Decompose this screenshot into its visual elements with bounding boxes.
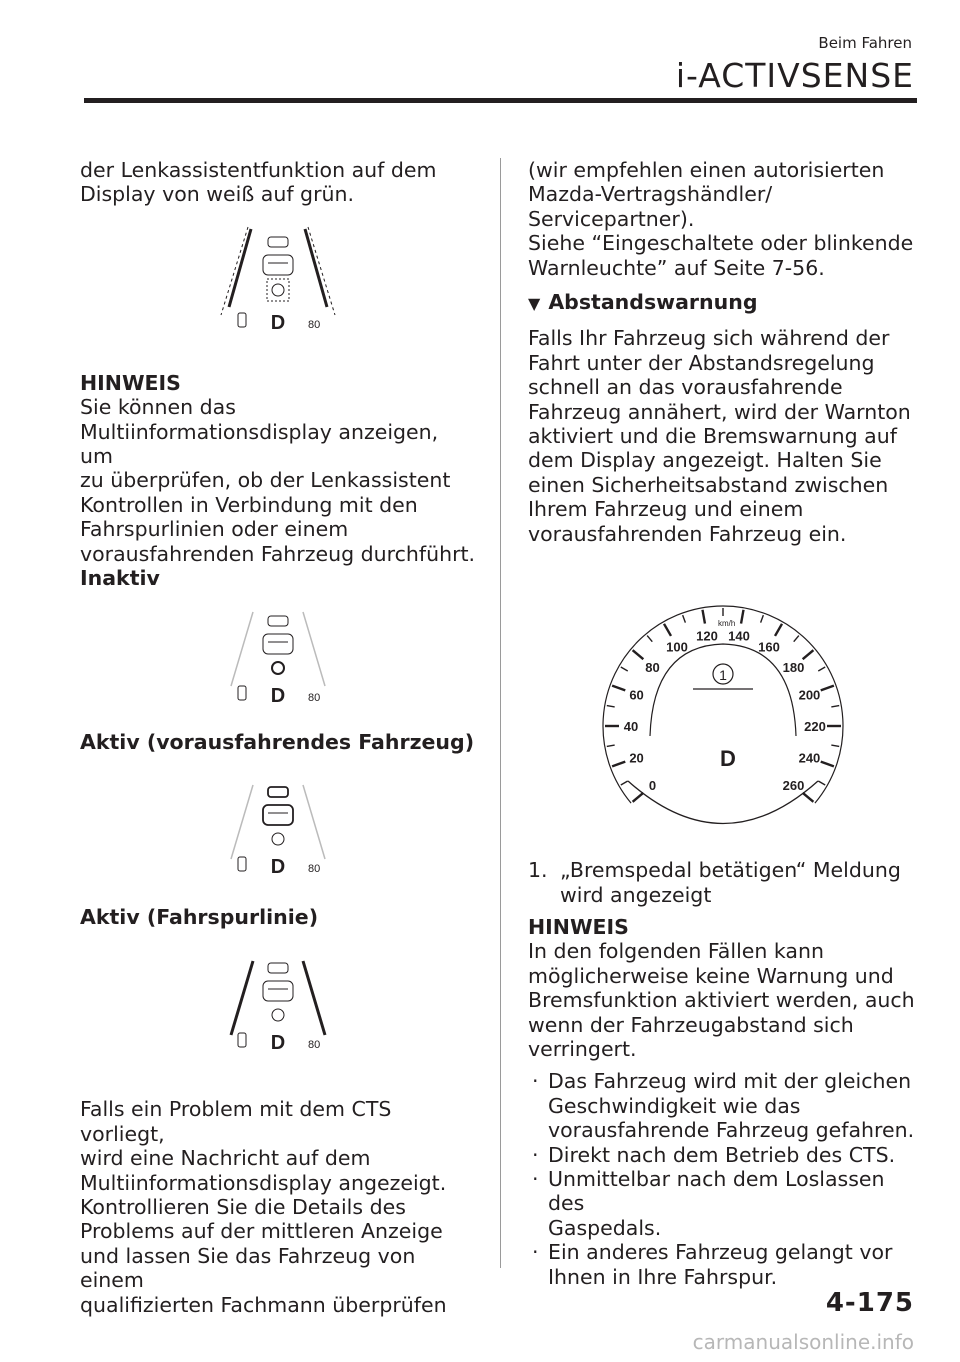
problem-line-5: Problems auf der mittleren Anzeige [80, 1219, 443, 1244]
list-item-line: Ein anderes Fahrzeug gelangt vor [548, 1240, 893, 1265]
page-number: 4-175 [825, 1288, 914, 1318]
list-item-line: vorausfahrende Fahrzeug gefahren. [548, 1118, 915, 1143]
speedometer-label: 120 [696, 628, 718, 644]
condition-list [528, 1069, 918, 1289]
cts-display-figure-active-lane [213, 953, 343, 1063]
note-label: HINWEIS [80, 370, 181, 395]
speedometer-tick [794, 636, 799, 642]
intro-line-1: der Lenkassistentfunktion auf dem [80, 158, 437, 182]
item-line-1: „Bremspedal betätigen“ Meldung [560, 858, 901, 883]
warning-line-2: Fahrt unter der Abstandsregelung [528, 350, 875, 375]
speedometer-label: 200 [798, 687, 821, 703]
speedometer-tick [647, 636, 652, 642]
speedometer-tick [621, 667, 628, 671]
note-line-1: Sie können das [80, 395, 236, 420]
speedometer-rim [603, 606, 843, 803]
cont-line-3: Servicepartner). [528, 206, 695, 231]
note-right-line-2: möglicherweise keine Warnung und [528, 963, 894, 988]
right-column [528, 158, 918, 1289]
note-line-5: Fahrspurlinien oder einem [80, 517, 349, 542]
speed-indicator: 80 [308, 692, 321, 705]
speedometer-label: 140 [728, 628, 750, 644]
speedometer-label: 240 [798, 750, 821, 766]
item-line-2: wird angezeigt [560, 882, 712, 907]
gear-indicator: D [270, 1032, 286, 1055]
list-item [528, 1167, 918, 1240]
note-right-line-5: verringert. [528, 1036, 637, 1061]
speedometer-label: 100 [666, 639, 688, 655]
speed-unit: km/h [718, 619, 736, 629]
watermark: carmanualsonline.info [692, 1330, 914, 1354]
speedometer-tick [621, 781, 628, 785]
speedometer-label: 40 [623, 719, 639, 735]
warning-line-4: Fahrzeug annähert, wird der Warnton [528, 399, 911, 424]
gear-indicator: D [270, 311, 286, 334]
problem-line-7: qualifizierten Fachmann überprüfen [80, 1292, 447, 1317]
speedometer-tick [633, 793, 644, 802]
speedometer-tick [683, 615, 686, 623]
note-line-3: zu überprüfen, ob der Lenkassistent [80, 468, 451, 493]
note-line-2: Multiinformationsdisplay anzeigen, um [80, 419, 439, 469]
bullet-dot: · [532, 1240, 539, 1265]
problem-line-6: und lassen Sie das Fahrzeug von einem [80, 1243, 416, 1293]
item-number: 1. [528, 858, 548, 883]
list-item [528, 1069, 918, 1142]
speedometer-label: 0 [648, 778, 657, 794]
list-item-line: Unmittelbar nach dem Loslassen des [548, 1166, 885, 1216]
speedometer-tick [607, 706, 615, 707]
intro-line-2: Display von weiß auf grün. [80, 182, 354, 207]
speedometer-label: 220 [804, 719, 826, 735]
cont-line-4: Siehe “Eingeschaltete oder blinkende [528, 231, 914, 256]
cont-line-2: Mazda-Vertragshändler/ [528, 182, 773, 207]
warning-line-3: schnell an das vorausfahrende [528, 375, 843, 400]
section-heading [528, 290, 918, 316]
speedometer-tick [775, 624, 782, 636]
speedometer-tick [607, 745, 615, 746]
speed-indicator: 80 [308, 318, 321, 331]
warning-line-9: vorausfahrenden Fahrzeug ein. [528, 521, 847, 546]
speedometer-tick [803, 650, 814, 659]
speedometer-tick [612, 762, 625, 767]
callout-number: 1 [719, 667, 727, 684]
list-item [528, 1240, 918, 1289]
chapter-title: i-ACTIVSENSE [675, 56, 914, 95]
speedometer-tick [664, 624, 671, 636]
list-item-line: Gaspedals. [548, 1215, 662, 1240]
problem-line-2: wird eine Nachricht auf dem [80, 1146, 371, 1171]
speed-indicator: 80 [308, 862, 321, 875]
speedometer-tick [803, 793, 814, 802]
speedometer-tick [831, 745, 839, 746]
speedometer-tick [831, 706, 839, 707]
gear-indicator: D [270, 855, 286, 878]
list-item-line: Direkt nach dem Betrieb des CTS. [548, 1142, 896, 1167]
warning-paragraph [528, 326, 918, 546]
warning-line-6: dem Display angezeigt. Halten Sie [528, 448, 882, 473]
bullet-dot: · [532, 1166, 539, 1191]
speedometer-label: 80 [645, 659, 660, 675]
inactive-label: Inaktiv [80, 566, 160, 591]
speedometer-tick [821, 686, 834, 691]
list-item-line: Das Fahrzeug wird mit der gleichen [548, 1069, 912, 1094]
speedometer-label: 20 [629, 750, 644, 766]
note-line-4: Kontrollen in Verbindung mit den [80, 492, 418, 517]
speedometer-label: 180 [782, 659, 805, 675]
cts-display-figure-active-vehicle [213, 777, 343, 887]
problem-paragraph [80, 1097, 476, 1317]
bullet-dot: · [532, 1069, 539, 1094]
active-vehicle-label: Aktiv (vorausfahrendes Fahrzeug) [80, 730, 475, 755]
warning-line-8: Ihrem Fahrzeug und einem [528, 497, 804, 522]
note-label-right: HINWEIS [528, 914, 629, 939]
cts-display-figure-inactive [213, 602, 343, 712]
numbered-item-1 [528, 858, 918, 907]
warning-line-1: Falls Ihr Fahrzeug sich während der [528, 326, 890, 351]
speedometer-label: 260 [782, 778, 805, 794]
speedometer-tick [761, 615, 764, 623]
warning-line-5: aktiviert und die Bremswarnung auf [528, 424, 897, 449]
header-rule [84, 98, 917, 103]
speedometer-ticks [603, 606, 843, 803]
note-right-line-3: Bremsfunktion aktiviert werden, auch [528, 988, 915, 1013]
cont-line-5: Warnleuchte” auf Seite 7-56. [528, 255, 825, 280]
speedometer-figure [598, 576, 848, 836]
problem-line-1: Falls ein Problem mit dem CTS vorliegt, [80, 1097, 392, 1146]
active-lane-label: Aktiv (Fahrspurlinie) [80, 904, 319, 929]
section-title: Abstandswarnung [548, 290, 758, 315]
problem-line-4: Kontrollieren Sie die Details des [80, 1194, 406, 1219]
list-item-line: Geschwindigkeit wie das [548, 1093, 801, 1118]
list-item [528, 1143, 918, 1167]
speedometer-tick [741, 610, 743, 624]
gear-indicator: D [720, 746, 736, 772]
left-column [80, 158, 476, 1317]
speedometer-label: 60 [629, 687, 644, 703]
problem-line-3: Multiinformationsdisplay angezeigt. [80, 1170, 447, 1195]
note-right-line-4: wenn der Fahrzeugabstand sich [528, 1012, 854, 1037]
speedometer-tick [821, 762, 834, 767]
gear-indicator: D [270, 685, 286, 708]
column-divider [500, 158, 501, 1268]
list-item-line: Ihnen in Ihre Fahrspur. [548, 1264, 778, 1289]
speedometer-tick [612, 686, 625, 691]
note-line-6: vorausfahrenden Fahrzeug durchführt. [80, 541, 476, 566]
speedometer-label: 160 [758, 639, 780, 655]
section-label: Beim Fahren [818, 34, 912, 52]
speedometer-tick [818, 781, 825, 785]
bullet-dot: · [532, 1142, 539, 1167]
speedometer-tick [818, 667, 825, 671]
cts-display-figure-green [213, 215, 343, 349]
speed-indicator: 80 [308, 1039, 321, 1052]
triangle-down-icon: ▼ [528, 294, 541, 314]
cont-line-1: (wir empfehlen einen autorisierten [528, 158, 885, 182]
speedometer-tick [633, 650, 644, 659]
warning-line-7: einen Sicherheitsabstand zwischen [528, 472, 889, 497]
speedometer-tick [703, 610, 705, 624]
note-right-line-1: In den folgenden Fällen kann [528, 939, 824, 964]
